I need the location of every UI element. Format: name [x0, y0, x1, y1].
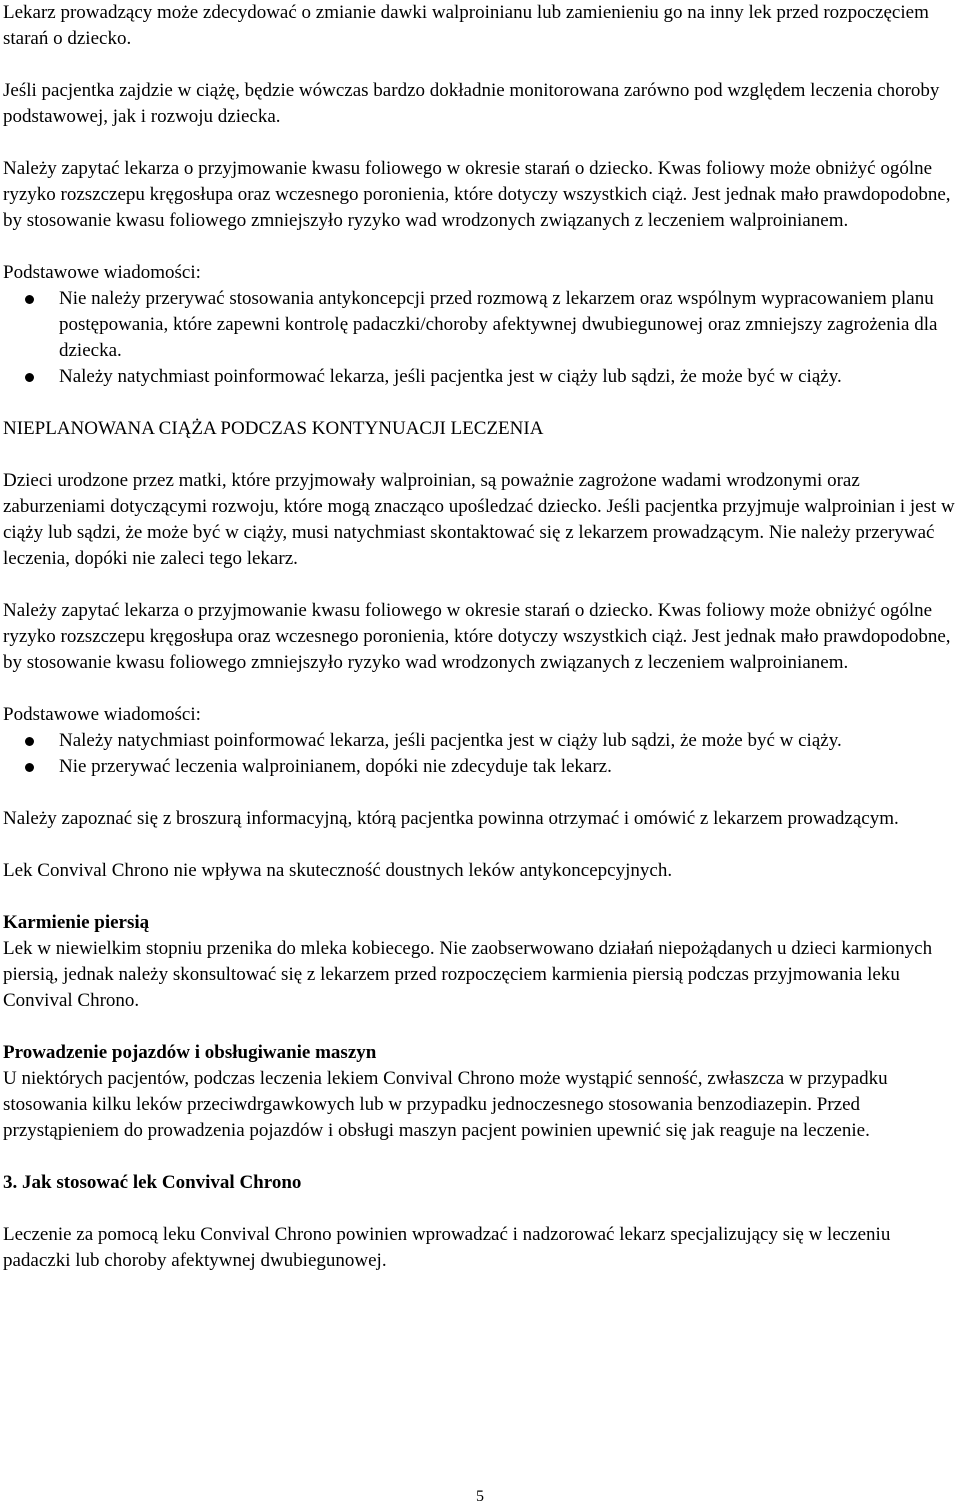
page-number: 5: [476, 1488, 484, 1505]
list-item: Należy natychmiast poinformować lekarza, jeśli pacjentka jest w ciąży lub sądzi, że może być w ciąży.: [3, 728, 957, 754]
heading-driving: Prowadzenie pojazdów i obsługiwanie maszyn: [3, 1042, 377, 1063]
paragraph-driving: U niektórych pacjentów, podczas leczenia lekiem Convival Chrono może wystąpić senność, zwłaszcza w przypadku stosowania kilku leków przeciwdrgawkowych lub w przypadku jednoczesnego stosowania benzodiazepin. Przed przystąpieniem do prowadzenia pojazdów i obsługi maszyn pacjent powinien upewnić się jak reaguje na leczenie.: [3, 1068, 888, 1141]
paragraph-section-3: Leczenie za pomocą leku Convival Chrono powinien wprowadzać i nadzorować lekarz specjalizujący się w leczeniu padaczki lub choroby afektywnej dwubiegunowej.: [3, 1224, 891, 1271]
bullet-icon: [25, 295, 34, 304]
document-page: [3, 0, 957, 1274]
list-item: Nie należy przerywać stosowania antykoncepcji przed rozmową z lekarzem oraz wspólnym wypracowaniem planu postępowania, które zapewni kontrolę padaczki/choroby afektywnej dwubiegunowej oraz zmniejszy zagrożenia dla dziecka.: [3, 286, 957, 364]
key-info-heading-2: Podstawowe wiadomości:: [3, 704, 201, 725]
section-heading-unplanned-pregnancy: NIEPLANOWANA CIĄŻA PODCZAS KONTYNUACJI LECZENIA: [3, 418, 544, 439]
key-info-list-1: [3, 286, 957, 390]
paragraph-dose-change: Lekarz prowadzący może zdecydować o zmianie dawki walproinianu lub zamienieniu go na inny lek przed rozpoczęciem starań o dziecko.: [3, 2, 929, 49]
paragraph-folic-acid: Należy zapytać lekarza o przyjmowanie kwasu foliowego w okresie starań o dziecko. Kwas foliowy może obniżyć ogólne ryzyko rozszczepu kręgosłupa oraz wczesnego poronienia, które dotyczy wszystkich ciąż. Jest jednak mało prawdopodobne, by stosowanie kwasu foliowego zmniejszyło ryzyko wad wrodzonych związanych z leczeniem walproinianem.: [3, 158, 951, 231]
paragraph-contraception: Lek Convival Chrono nie wpływa na skuteczność doustnych leków antykoncepcyjnych.: [3, 860, 673, 881]
paragraph-breastfeeding: Lek w niewielkim stopniu przenika do mleka kobiecego. Nie zaobserwowano działań niepożądanych u dzieci karmionych piersią, jednak należy skonsultować się z lekarzem przed rozpoczęciem karmienia piersią podczas przyjmowania leku Convival Chrono.: [3, 938, 933, 1011]
list-item: Nie przerywać leczenia walproinianem, dopóki nie zdecyduje tak lekarz.: [3, 754, 957, 780]
heading-section-3: 3. Jak stosować lek Convival Chrono: [3, 1172, 302, 1193]
bullet-icon: [25, 763, 34, 772]
paragraph-brochure: Należy zapoznać się z broszurą informacyjną, którą pacjentka powinna otrzymać i omówić z lekarzem prowadzącym.: [3, 808, 899, 829]
paragraph-folic-acid-2: Należy zapytać lekarza o przyjmowanie kwasu foliowego w okresie starań o dziecko. Kwas foliowy może obniżyć ogólne ryzyko rozszczepu kręgosłupa oraz wczesnego poronienia, które dotyczy wszystkich ciąż. Jest jednak mało prawdopodobne, by stosowanie kwasu foliowego zmniejszyło ryzyko wad wrodzonych związanych z leczeniem walproinianem.: [3, 600, 951, 673]
key-info-heading-1: Podstawowe wiadomości:: [3, 262, 201, 283]
bullet-icon: [25, 373, 34, 382]
paragraph-birth-defects: Dzieci urodzone przez matki, które przyjmowały walproinian, są poważnie zagrożone wadami wrodzonymi oraz zaburzeniami dotyczącymi rozwoju, które mogą znacząco upośledzać dziecko. Jeśli pacjentka przyjmuje walproinian i jest w ciąży lub sądzi, że może być w ciąży, musi natychmiast skontaktować się z lekarzem prowadzącym. Nie należy przerywać leczenia, dopóki nie zaleci tego lekarz.: [3, 470, 955, 569]
list-item: Należy natychmiast poinformować lekarza, jeśli pacjentka jest w ciąży lub sądzi, że może być w ciąży.: [3, 364, 957, 390]
heading-breastfeeding: Karmienie piersią: [3, 912, 150, 933]
paragraph-pregnancy-monitoring: Jeśli pacjentka zajdzie w ciążę, będzie wówczas bardzo dokładnie monitorowana zarówno pod względem leczenia choroby podstawowej, jak i rozwoju dziecka.: [3, 80, 940, 127]
bullet-icon: [25, 737, 34, 746]
key-info-list-2: [3, 728, 957, 780]
